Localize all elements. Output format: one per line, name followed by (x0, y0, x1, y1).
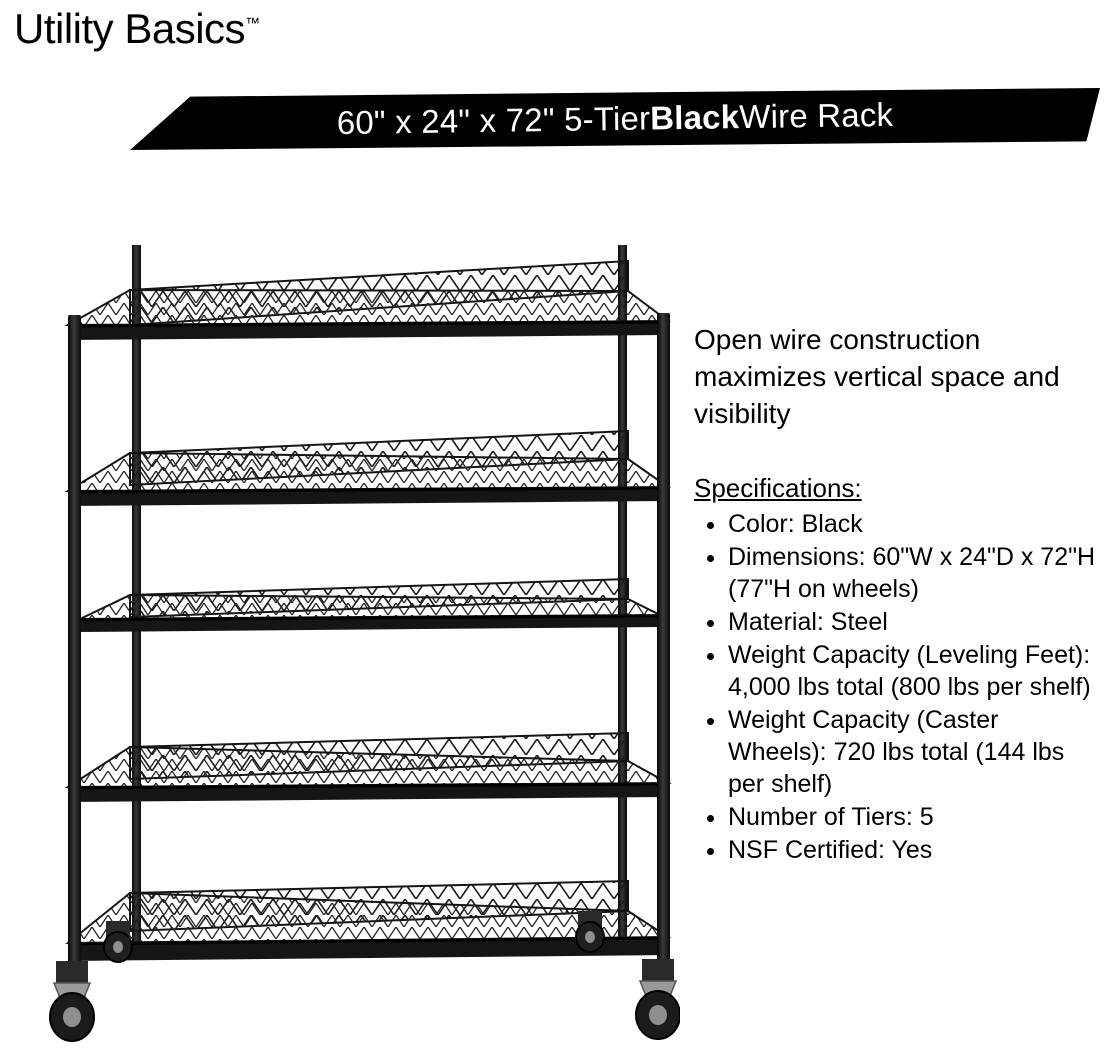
banner-suffix: Wire Rack (738, 95, 894, 136)
product-copy (694, 322, 1098, 867)
caster-wheel-front-right (636, 959, 680, 1039)
spec-item: • Weight Capacity (Leveling Feet): 4,000 lbs total (800 lbs per shelf) (728, 639, 1098, 703)
brand-logo (14, 5, 261, 52)
brand-name: Utility Basics (14, 5, 246, 52)
specifications-list (694, 508, 1098, 866)
spec-item: • Weight Capacity (Caster Wheels): 720 lbs total (144 lbs per shelf) (728, 704, 1098, 800)
wire-rack-illustration (20, 195, 680, 1055)
banner-text (130, 81, 1101, 157)
trademark-symbol: ™ (245, 15, 261, 32)
spec-item: • NSF Certified: Yes (728, 834, 1098, 866)
caster-wheel-front-left (50, 961, 94, 1041)
shelf-tier-2 (68, 431, 668, 506)
spec-item: • Material: Steel (728, 606, 1098, 638)
shelf-tier-1 (68, 261, 668, 340)
spec-item: • Number of Tiers: 5 (728, 801, 1098, 833)
spec-item: • Dimensions: 60"W x 24"D x 72"H (77"H on wheels) (728, 541, 1098, 605)
caster-wheel-rear-left (104, 921, 132, 962)
shelf-tier-3 (78, 579, 662, 632)
caster-wheel-rear-right (576, 911, 604, 952)
title-banner (130, 88, 1100, 150)
product-image (20, 195, 680, 1055)
specifications-heading: Specifications: (694, 472, 862, 503)
banner-prefix: 60" x 24" x 72" 5-Tier (336, 99, 651, 142)
spec-item: • Color: Black (728, 508, 1098, 540)
shelf-tier-4 (68, 733, 668, 802)
banner-bold-word: Black (649, 98, 740, 137)
feature-headline: Open wire construction maximizes vertical space and visibility (694, 324, 1060, 429)
